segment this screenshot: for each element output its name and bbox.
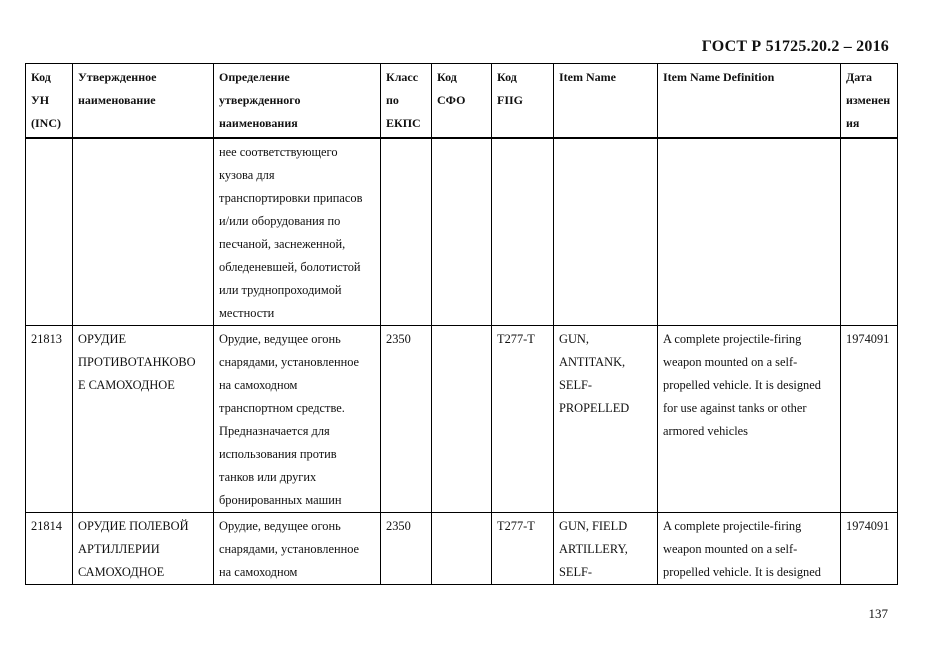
inc-catalog-table: [25, 63, 898, 585]
table-row: [26, 326, 898, 513]
cell-definition: Орудие, ведущее огонь снарядами, установленное на самоходном транспортном средстве. Предназначается для использования против танков или других бронированных машин: [214, 326, 381, 513]
cell-definition: Орудие, ведущее огонь снарядами, установленное на самоходном: [214, 513, 381, 585]
cell-approved-name: ОРУДИЕ ПОЛЕВОЙ АРТИЛЛЕРИИ САМОХОДНОЕ: [73, 513, 214, 585]
cell-sfo-code: [432, 513, 492, 585]
cell-inc: 21813: [26, 326, 73, 513]
col-header-definition: Определение утвержденного наименования: [214, 64, 381, 139]
cell-item-name-definition: [658, 138, 841, 326]
cell-item-name: GUN, ANTITANK, SELF- PROPELLED: [554, 326, 658, 513]
cell-fiig-code: [492, 138, 554, 326]
cell-change-date: [841, 138, 898, 326]
col-header-change-date: Дата изменен ия: [841, 64, 898, 139]
col-header-item-name: Item Name: [554, 64, 658, 139]
document-standard-header: ГОСТ Р 51725.20.2 – 2016: [701, 38, 889, 55]
cell-change-date: 1974091: [841, 326, 898, 513]
col-header-item-name-definition: Item Name Definition: [658, 64, 841, 139]
cell-item-name: [554, 138, 658, 326]
cell-item-name-definition: A complete projectile-firing weapon mounted on a self- propelled vehicle. It is designed: [658, 513, 841, 585]
cell-ekps-class: 2350: [381, 513, 432, 585]
cell-change-date: 1974091: [841, 513, 898, 585]
cell-fiig-code: T277-T: [492, 326, 554, 513]
cell-approved-name: ОРУДИЕ ПРОТИВОТАНКОВО Е САМОХОДНОЕ: [73, 326, 214, 513]
cell-ekps-class: [381, 138, 432, 326]
cell-item-name: GUN, FIELD ARTILLERY, SELF-: [554, 513, 658, 585]
cell-ekps-class: 2350: [381, 326, 432, 513]
table-header-row: [26, 64, 898, 139]
cell-sfo-code: [432, 138, 492, 326]
table-row: [26, 513, 898, 585]
col-header-approved-name: Утвержденное наименование: [73, 64, 214, 139]
cell-item-name-definition: A complete projectile-firing weapon mounted on a self- propelled vehicle. It is designed for use against tanks or other armored vehicles: [658, 326, 841, 513]
cell-fiig-code: T277-T: [492, 513, 554, 585]
page-number: 137: [868, 606, 888, 621]
cell-sfo-code: [432, 326, 492, 513]
cell-inc: [26, 138, 73, 326]
col-header-inc: Код УН (INC): [26, 64, 73, 139]
table-row: [26, 138, 898, 326]
col-header-sfo-code: Код СФО: [432, 64, 492, 139]
col-header-ekps-class: Класс по ЕКПС: [381, 64, 432, 139]
cell-approved-name: [73, 138, 214, 326]
cell-definition: нее соответствующего кузова для транспортировки припасов и/или оборудования по песчаной, заснеженной, обледеневшей, болотистой или труднопроходимой местности: [214, 138, 381, 326]
cell-inc: 21814: [26, 513, 73, 585]
col-header-fiig-code: Код FIIG: [492, 64, 554, 139]
